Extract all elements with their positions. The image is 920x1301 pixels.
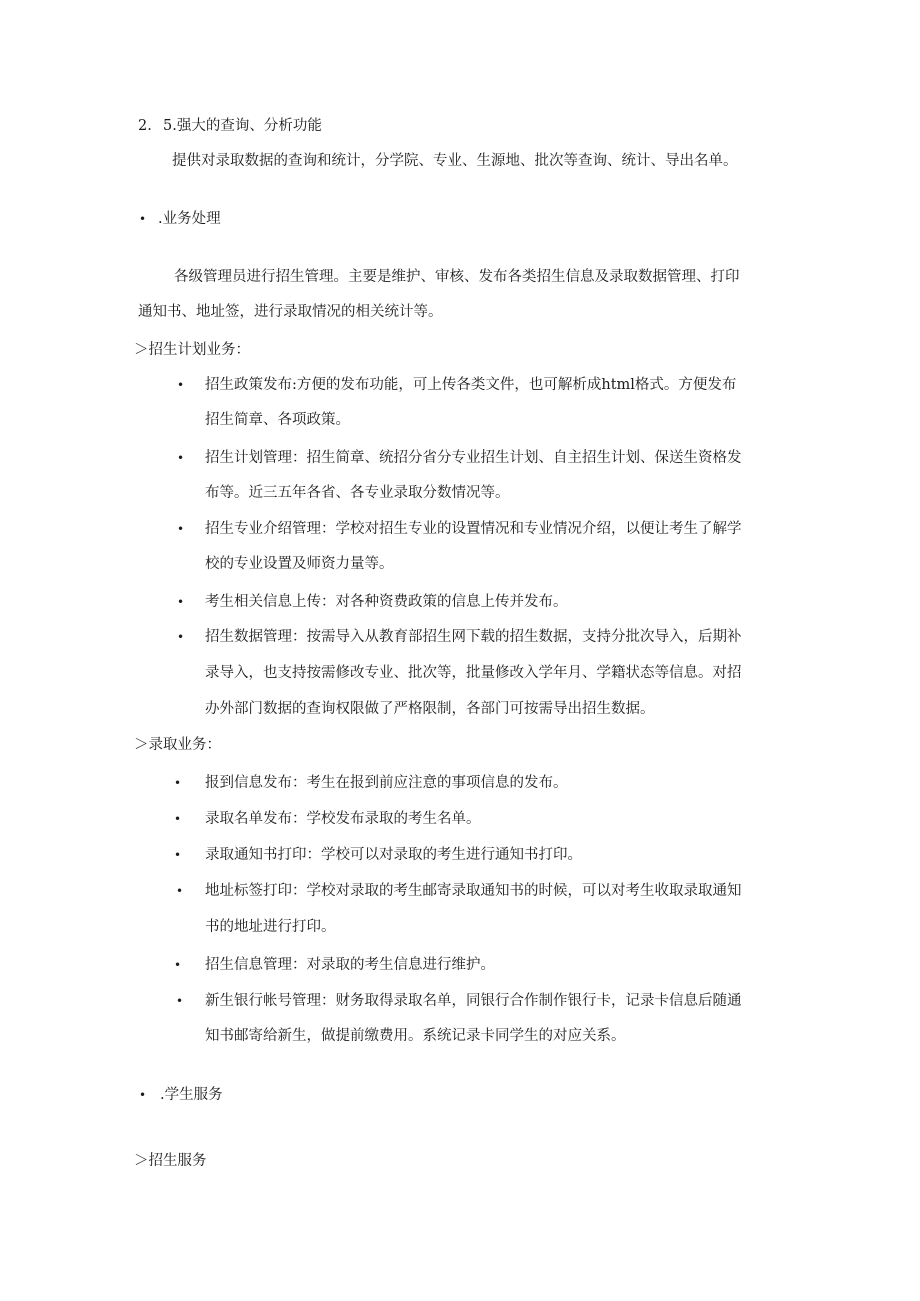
- plan-item-line: 布等。近三五年各省、各专业录取分数情况等。: [205, 485, 510, 501]
- admission-item-bullet: •: [174, 958, 182, 972]
- student-bullet: •: [139, 1088, 147, 1102]
- admission-item-line: 知书邮寄给新生，做提前缴费用。系统记录卡同学生的对应关系。: [205, 1028, 626, 1044]
- admission-item-bullet: •: [174, 848, 182, 862]
- plan-item-line: 校的专业设置及师资力量等。: [205, 556, 394, 572]
- business-heading: .业务处理: [158, 211, 221, 227]
- plan-item-line: 录导入，也支持按需修改专业、批次等，批量修改入学年月、学籍状态等信息。对招: [205, 665, 742, 681]
- plan-heading: ＞招生计划业务：: [134, 342, 250, 358]
- student-sub-heading: ＞招生服务: [134, 1153, 207, 1169]
- plan-item-line: 招生专业介绍管理：学校对招生专业的设置情况和专业情况介绍，以便让考生了解学: [205, 521, 742, 537]
- plan-item-bullet: •: [177, 378, 185, 392]
- plan-item-line: 招生政策发布:方便的发布功能，可上传各类文件，也可解析成html格式。方便发布: [205, 377, 737, 393]
- admission-item-bullet: •: [176, 994, 184, 1008]
- business-bullet: •: [139, 212, 147, 226]
- plan-item-bullet: •: [177, 522, 185, 536]
- section-number: 2.: [138, 118, 152, 134]
- admission-item-line: 新生银行帐号管理：财务取得录取名单，同银行合作制作银行卡，记录卡信息后随通: [205, 993, 742, 1009]
- admission-item-line: 录取名单发布：学校发布录取的考生名单。: [205, 811, 481, 827]
- admission-item-bullet: •: [176, 884, 184, 898]
- admission-item-bullet: •: [174, 776, 182, 790]
- admission-item-bullet: •: [174, 812, 182, 826]
- business-intro-line1: 各级管理员进行招生管理。主要是维护、审核、发布各类招生信息及录取数据管理、打印: [174, 269, 740, 285]
- business-intro-line2: 通知书、地址签，进行录取情况的相关统计等。: [138, 304, 443, 320]
- section-title: 5.强大的查询、分析功能: [163, 118, 322, 134]
- admission-item-line: 录取通知书打印：学校可以对录取的考生进行通知书打印。: [205, 847, 582, 863]
- plan-item-line: 招生计划管理：招生简章、统招分省分专业招生计划、自主招生计划、保送生资格发: [205, 450, 742, 466]
- plan-item-line: 招生数据管理：按需导入从教育部招生网下载的招生数据，支持分批次导入，后期补: [205, 629, 742, 645]
- student-heading: .学生服务: [160, 1087, 223, 1103]
- admission-item-line: 书的地址进行打印。: [205, 919, 336, 935]
- plan-item-line: 办外部门数据的查询权限做了严格限制，各部门可按需导出招生数据。: [205, 701, 655, 717]
- admission-item-line: 报到信息发布：考生在报到前应注意的事项信息的发布。: [205, 775, 568, 791]
- plan-item-bullet: •: [177, 451, 185, 465]
- admission-item-line: 地址标签打印：学校对录取的考生邮寄录取通知书的时候，可以对考生收取录取通知: [205, 883, 742, 899]
- section-body: 提供对录取数据的查询和统计，分学院、专业、生源地、批次等查询、统计、导出名单。: [172, 153, 738, 169]
- admission-heading: ＞录取业务：: [134, 737, 221, 753]
- admission-item-line: 招生信息管理：对录取的考生信息进行维护。: [205, 957, 495, 973]
- plan-item-line: 考生相关信息上传：对各种资费政策的信息上传并发布。: [205, 594, 568, 610]
- plan-item-bullet: •: [177, 595, 185, 609]
- plan-item-bullet: •: [177, 630, 185, 644]
- plan-item-line: 招生简章、各项政策。: [205, 412, 350, 428]
